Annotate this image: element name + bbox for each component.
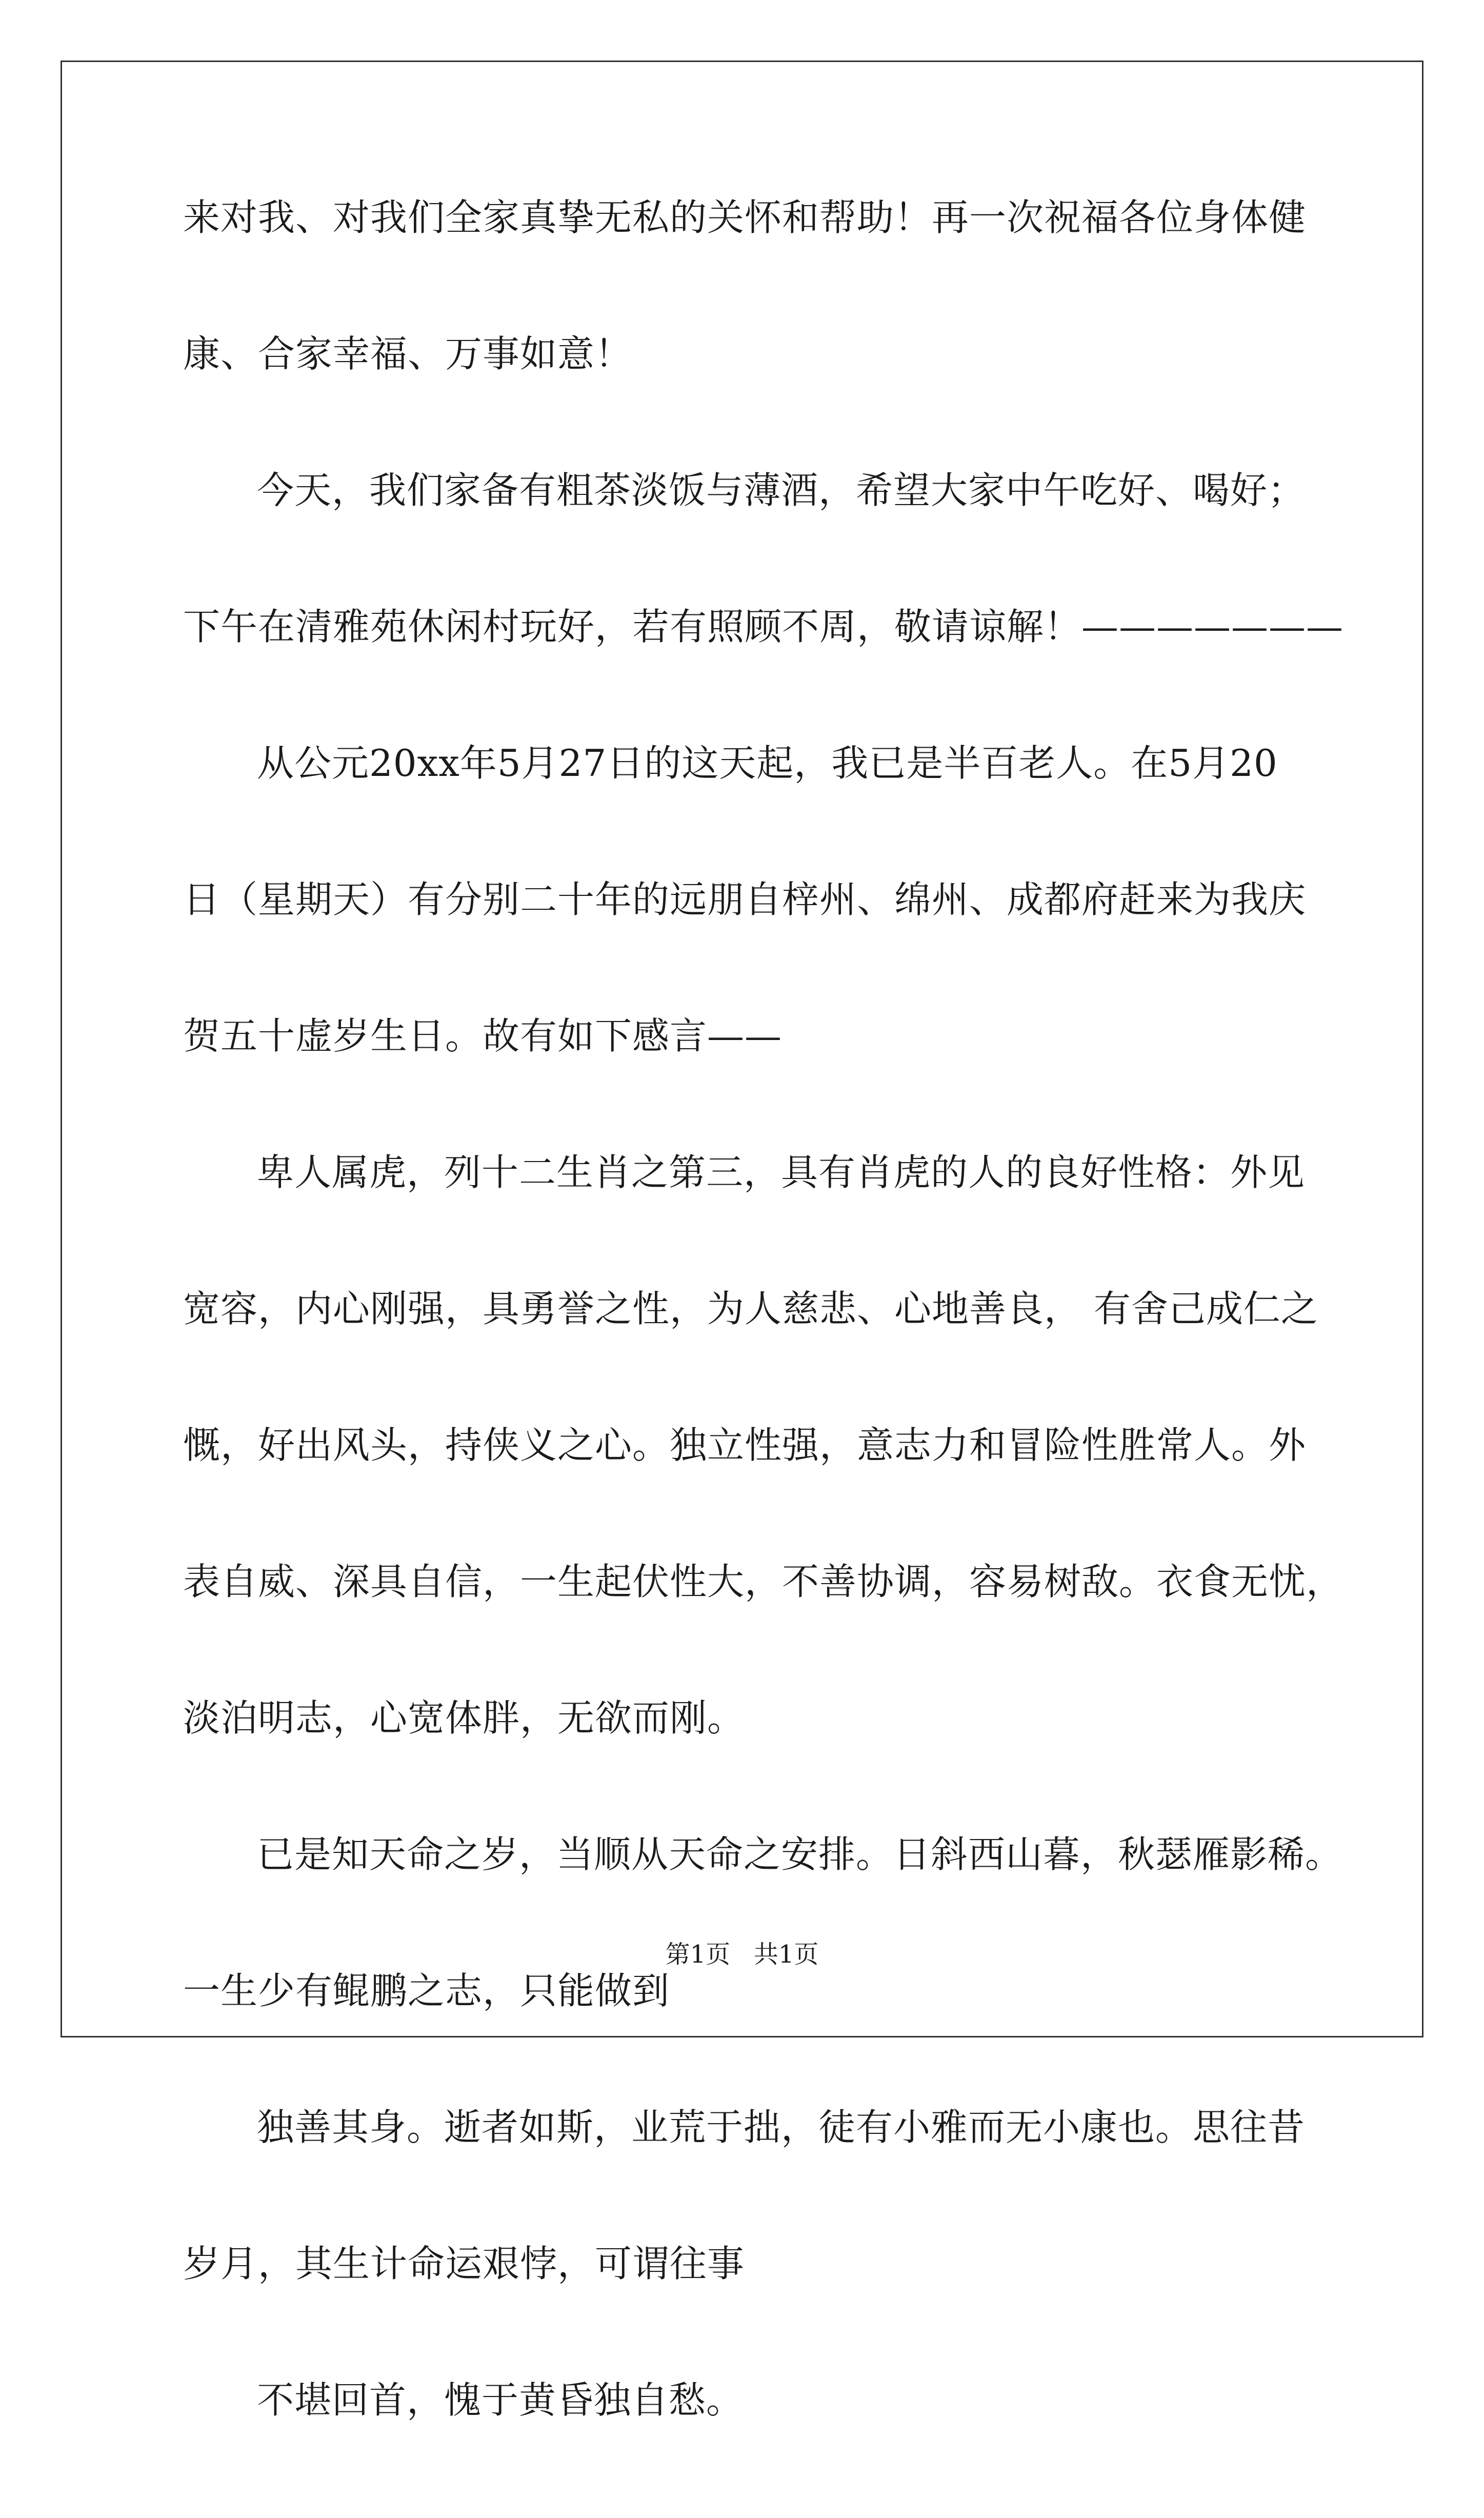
- text-line: 康、合家幸福、万事如意！: [183, 332, 633, 375]
- text-line: 来对我、对我们全家真挚无私的关怀和帮助！再一次祝福各位身体健: [183, 196, 1307, 239]
- text-line: 岁月，其生计命运艰悖，可谓往事: [183, 2242, 745, 2285]
- text-line: 日（星期天）有分别二十年的远朋自梓州、绵州、成都府赶来为我庆: [183, 878, 1307, 921]
- text-line: 卑人属虎，列十二生肖之第三，具有肖虎的人的良好性格：外见: [257, 1151, 1306, 1194]
- page-number-footer: 第1页 共1页: [665, 1940, 819, 1969]
- text-line: 贺五十虚岁生日。故有如下感言——: [183, 1014, 783, 1057]
- text-line: 下午在清雅苑休闲村玩好，若有照顾不周，敬请谅解！———————: [183, 605, 1344, 648]
- text-line: 不堪回首，愧于黄昏独自愁。: [257, 2379, 744, 2422]
- text-line: 表自威、深具自信，一生起伏性大，不善协调，容易树敌。衣食无忧，: [183, 1560, 1344, 1603]
- text-line: 宽容，内心刚强，具勇誉之性，为人慈悲、心地善良， 有舍己成仁之: [183, 1287, 1318, 1330]
- text-line: 淡泊明志，心宽体胖，无欲而刚。: [183, 1696, 745, 1740]
- text-line: 从公元20xx年5月27日的这天起，我已是半百老人。在5月20: [257, 742, 1278, 785]
- text-line: 慨，好出风头，持侠义之心。独立性强，意志力和冒险性胜常人。外: [183, 1424, 1307, 1467]
- text-line: 已是知天命之岁，当顺从天命之安排。日斜西山暮，秋瑟雁影稀。: [257, 1833, 1343, 1876]
- document-body: [183, 196, 1344, 2518]
- text-line: 独善其身。逝者如斯，业荒于拙，徒有小雅而无小康也。思往昔: [257, 2106, 1306, 2149]
- text-line: 一生少有鲲鹏之志，只能做到: [183, 1969, 670, 2012]
- text-line: 今天，我们家备有粗茶淡饭与薄酒，希望大家中午吃好、喝好；: [257, 469, 1306, 512]
